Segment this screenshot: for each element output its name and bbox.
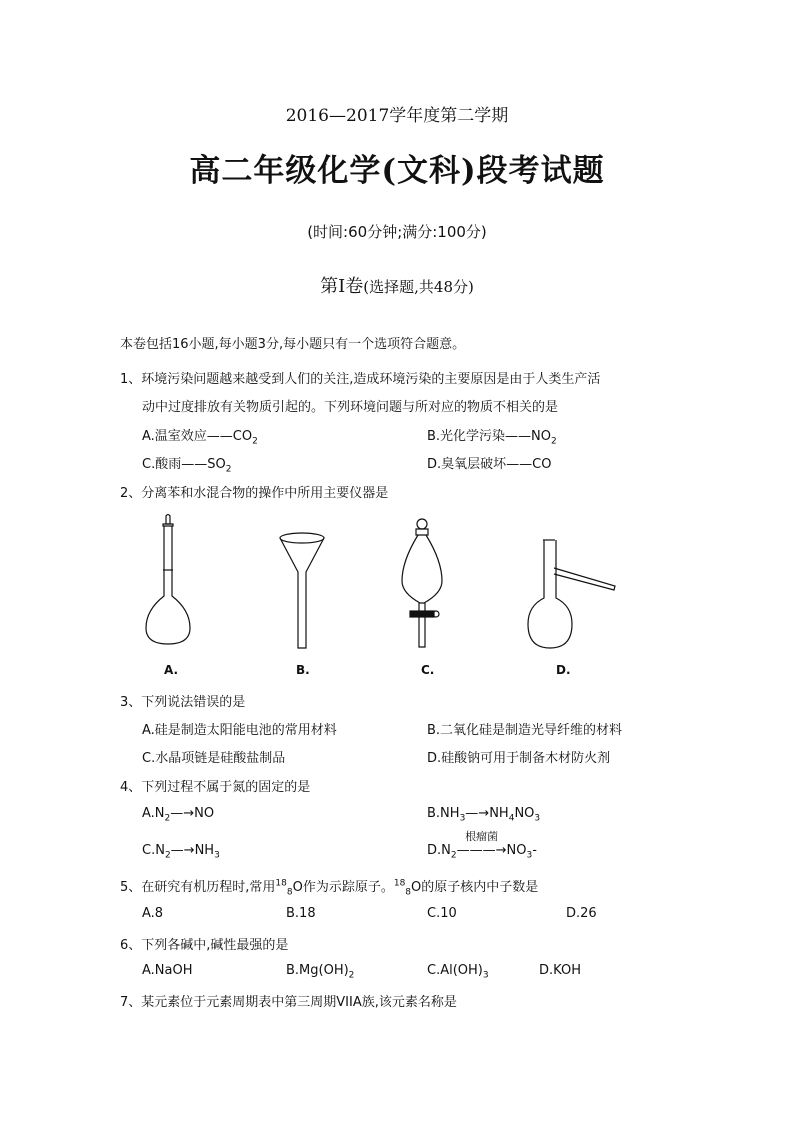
- q5-option-d: D.26: [566, 906, 597, 921]
- q4-d-post: NO: [506, 843, 527, 858]
- q6-b-sub: 2: [348, 970, 355, 981]
- q4-d-condition: 根瘤菌: [465, 830, 499, 843]
- q4-option-d: [427, 830, 537, 861]
- q1-option-c: [142, 453, 231, 475]
- q2-label-d: D.: [556, 663, 571, 677]
- q1-c-text: C.酸雨——SO: [142, 457, 226, 472]
- q5-option-c: C.10: [427, 906, 457, 921]
- exam-title: 高二年级化学(文科)段考试题: [189, 153, 605, 189]
- q5-stem: [120, 876, 538, 898]
- q5-iso-num-2: 8: [405, 887, 412, 898]
- q4-option-a: [142, 806, 214, 824]
- q4-a-pre: A.N: [142, 806, 165, 821]
- q4-d-sub2: 3: [526, 850, 533, 861]
- q4-b-sub3: 3: [534, 813, 541, 824]
- q5-iso-sym-2: O: [411, 880, 422, 895]
- q1-stem-line2: 动中过度排放有关物质引起的。下列环境问题与所对应的物质不相关的是: [142, 400, 559, 415]
- q5-iso-num-1: 8: [286, 887, 293, 898]
- q5-option-b: B.18: [286, 906, 316, 921]
- q5-stem-pre: 5、在研究有机历程时,常用: [120, 880, 276, 895]
- q6-c-pre: C.Al(OH): [427, 963, 483, 978]
- q4-option-b: [427, 806, 540, 824]
- q4-a-post: —→NO: [170, 806, 215, 821]
- volume-main: 第Ⅰ卷: [320, 276, 364, 297]
- q4-d-arrow-text: ———→: [456, 843, 507, 858]
- q4-c-sub2: 3: [214, 850, 220, 861]
- separatory-funnel-icon: [394, 515, 450, 655]
- q6-b-pre: B.Mg(OH): [286, 963, 349, 978]
- volumetric-flask-icon: [140, 512, 196, 652]
- q5-option-a: A.8: [142, 906, 164, 921]
- q5-iso-mass-2: 18: [393, 878, 406, 889]
- q1-c-sub: 2: [225, 464, 232, 475]
- q6-option-a: A.NaOH: [142, 963, 193, 978]
- q1-option-a: [142, 425, 258, 447]
- q1-a-sub: 2: [252, 436, 258, 447]
- year-line: 2016—2017学年度第二学期: [285, 106, 509, 126]
- q6-stem: 6、下列各碱中,碱性最强的是: [120, 938, 289, 953]
- q5-iso-mass-1: 18: [275, 878, 287, 889]
- q2-label-b: B.: [296, 663, 310, 677]
- q4-c-sub1: 2: [164, 850, 171, 861]
- q1-stem-line1: 1、环境污染问题越来越受到人们的关注,造成环境污染的主要原因是由于人类生产活: [120, 372, 601, 387]
- q3-stem: 3、下列说法错误的是: [120, 695, 246, 710]
- q6-option-b: [286, 963, 354, 981]
- q4-d-arrow: [456, 830, 507, 858]
- q4-stem: 4、下列过程不属于氮的固定的是: [120, 780, 311, 795]
- q1-option-d: D.臭氧层破坏——CO: [427, 457, 552, 472]
- q2-stem: 2、分离苯和水混合物的操作中所用主要仪器是: [120, 486, 389, 501]
- q4-b-sub2: 4: [508, 813, 515, 824]
- q6-c-sub: 3: [482, 970, 489, 981]
- q4-c-pre: C.N: [142, 843, 165, 858]
- q6-option-c: [427, 963, 489, 981]
- distillation-flask-icon: [527, 538, 619, 652]
- q4-d-pre: D.N: [427, 843, 451, 858]
- q4-option-c: [142, 843, 220, 861]
- q3-option-c: C.水晶项链是硅酸盐制品: [142, 751, 286, 766]
- q1-a-text: A.温室效应——CO: [142, 429, 253, 444]
- q4-c-post: —→NH: [170, 843, 215, 858]
- instruction: 本卷包括16小题,每小题3分,每小题只有一个选项符合题意。: [120, 337, 466, 352]
- q5-stem-post: 的原子核内中子数是: [421, 880, 539, 895]
- volume-heading: [0, 272, 794, 298]
- funnel-icon: [278, 532, 326, 652]
- q1-b-sub: 2: [551, 436, 557, 447]
- q4-b-mid2: NO: [514, 806, 535, 821]
- volume-note: (选择题,共48分): [363, 278, 474, 296]
- q2-label-a: A.: [164, 663, 179, 677]
- q6-option-d: D.KOH: [539, 963, 581, 978]
- q4-b-mid: —→NH: [465, 806, 509, 821]
- q5-stem-mid: 作为示踪原子。: [302, 880, 394, 895]
- q4-a-sub: 2: [164, 813, 171, 824]
- q5-iso-sym-1: O: [292, 880, 303, 895]
- q4-b-sub1: 3: [459, 813, 466, 824]
- q4-b-pre: B.NH: [427, 806, 460, 821]
- q2-label-c: C.: [421, 663, 435, 677]
- q4-d-sub1: 2: [450, 850, 457, 861]
- q1-option-b: [427, 425, 557, 447]
- time-score-line: (时间:60分钟;满分:100分): [307, 223, 487, 241]
- q3-option-d: D.硅酸钠可用于制备木材防火剂: [427, 751, 611, 766]
- q4-d-tail: -: [532, 843, 537, 858]
- q3-option-a: A.硅是制造太阳能电池的常用材料: [142, 723, 337, 738]
- q1-b-text: B.光化学污染——NO: [427, 429, 552, 444]
- q3-option-b: B.二氧化硅是制造光导纤维的材料: [427, 723, 623, 738]
- q7-stem: 7、某元素位于元素周期表中第三周期VIIA族,该元素名称是: [120, 995, 457, 1010]
